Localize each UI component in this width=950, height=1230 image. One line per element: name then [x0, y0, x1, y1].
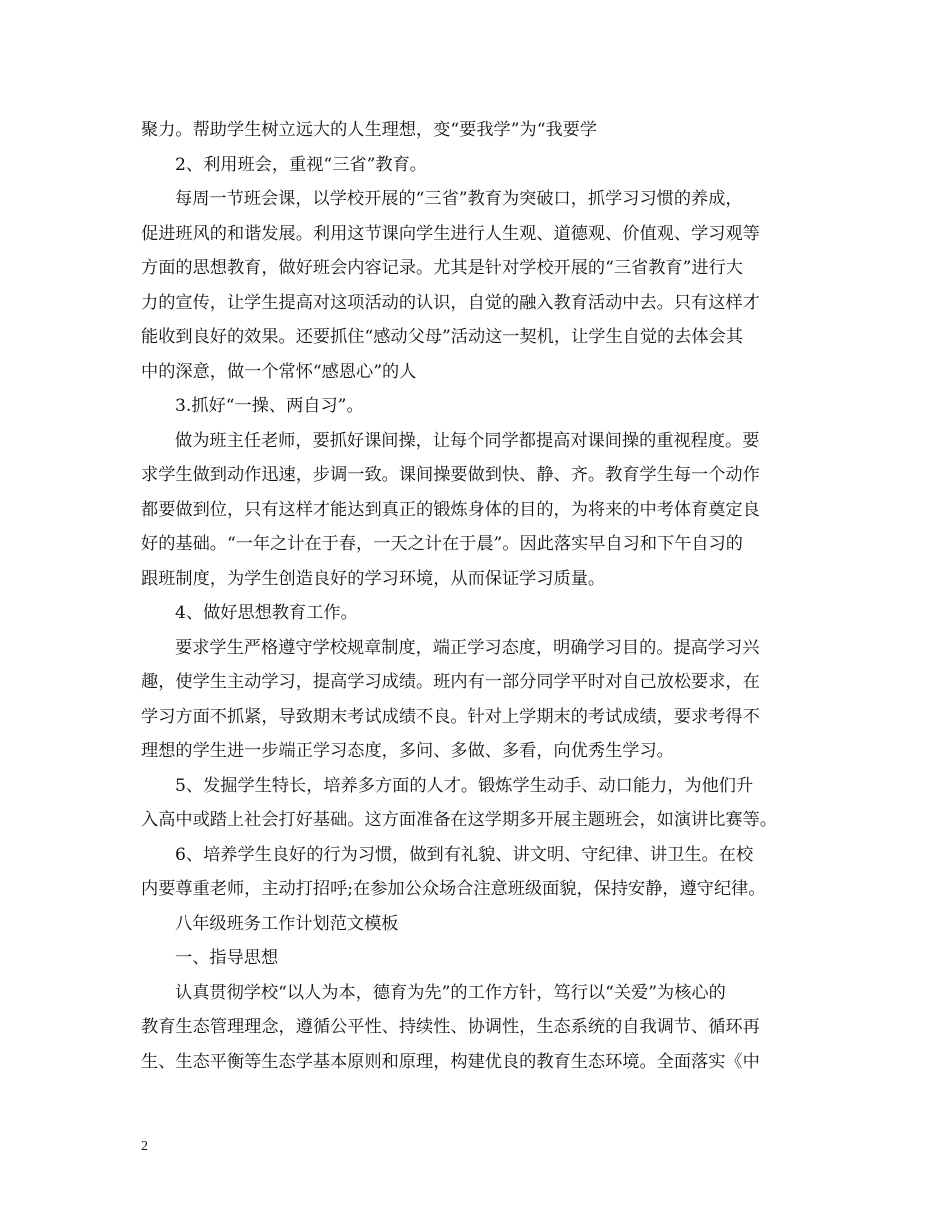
text-line: 4、做好思想教育工作。	[175, 603, 358, 623]
text-line: 做为班主任老师，要抓好课间操，让每个同学都提高对课间操的重视程度。要	[175, 430, 760, 451]
text-line: 教育生态管理理念，遵循公平性、持续性、协调性，生态系统的自我调节、循环再	[141, 1017, 760, 1037]
text-line: 6、培养学生良好的行为习惯，做到有礼貌、讲文明、守纪律、讲卫生。在校	[175, 844, 754, 865]
text-line: 每周一节班会课，以学校开展的“三省”教育为突破口，抓学习习惯的养成，	[175, 189, 743, 209]
text-line: 内要尊重老师，主动打招呼;在参加公众场合注意班级面貌，保持安静，遵守纪律。	[141, 879, 766, 899]
text-line: 生、生态平衡等生态学基本原则和原理，构建优良的教育生态环境。全面落实《中	[141, 1051, 760, 1072]
text-line: 力的宣传，让学生提高对这项活动的认识，自觉的融入教育活动中去。只有这样才	[141, 292, 760, 313]
text-line: 理想的学生进一步端正学习态度，多问、多做、多看，向优秀生学习。	[141, 741, 674, 761]
text-line: 要求学生严格遵守学校规章制度，端正学习态度，明确学习目的。提高学习兴	[175, 637, 760, 658]
text-line: 5、发掘学生特长，培养多方面的人才。锻炼学生动手、动口能力，为他们升	[175, 775, 754, 796]
text-line: 方面的思想教育，做好班会内容记录。尤其是针对学校开展的“三省教育”进行大	[141, 258, 743, 278]
text-line: 聚力。帮助学生树立远大的人生理想，变“要我学”为“我要学	[141, 120, 598, 140]
text-line: 跟班制度，为学生创造良好的学习环境，从而保证学习质量。	[141, 568, 606, 589]
text-line: 2、利用班会，重视“三省”教育。	[175, 154, 427, 175]
text-line: 趣，使学生主动学习，提高学习成绩。班内有一部分同学平时对自己放松要求，在	[141, 672, 760, 692]
text-line: 促进班风的和谐发展。利用这节课向学生进行人生观、道德观、价值观、学习观等	[141, 223, 760, 244]
text-line: 学习方面不抓紧，导致期末考试成绩不良。针对上学期末的考试成绩，要求考得不	[141, 706, 760, 727]
text-line: 好的基础。“一年之计在于春，一天之计在于晨”。因此落实早自习和下午自习的	[141, 534, 743, 554]
text-line: 能收到良好的效果。还要抓住“感动父母”活动这一契机，让学生自觉的去体会其	[141, 327, 743, 347]
text-line: 都要做到位，只有这样才能达到真正的锻炼身体的目的，为将来的中考体育奠定良	[141, 499, 760, 520]
text-line: 认真贯彻学校“以人为本，德育为先”的工作方针，笃行以“关爱”为核心的	[175, 982, 726, 1003]
document-body	[141, 113, 817, 1079]
text-line: 入高中或踏上社会打好基础。这方面准备在这学期多开展主题班会，如演讲比赛等。	[141, 810, 777, 830]
text-line: 一、指导思想	[175, 948, 279, 968]
text-line: 中的深意，做一个常怀“感恩心”的人	[141, 361, 417, 382]
text-line: 3.抓好“一操、两自习”。	[175, 396, 364, 416]
text-line: 八年级班务工作计划范文模板	[175, 913, 399, 934]
page-number: 2	[141, 1139, 148, 1154]
text-line: 求学生做到动作迅速，步调一致。课间操要做到快、静、齐。教育学生每一个动作	[141, 465, 760, 485]
